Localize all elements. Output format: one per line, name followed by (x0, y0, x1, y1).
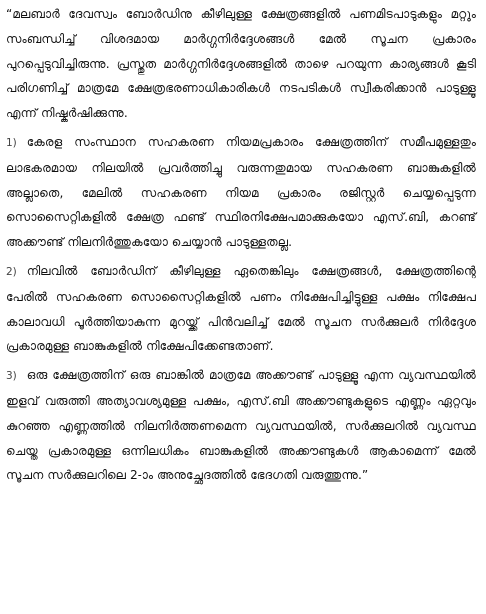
intro-paragraph: “മലബാർ ദേവസ്വം ബോർഡിനു കീഴിലുള്ള ക്ഷേത്രങ്ങളിൽ പണമിടപാടുകളും മറ്റും സംബന്ധിച്ച് വിശദമായ മാർഗ്ഗനിർദ്ദേശങ്ങൾ മേൽ സൂചന പ്രകാരം പുറപ്പെടുവിച്ചിരുന്നു. പ്രസ്തുത മാർഗ്ഗനിർദ്ദേശങ്ങളിൽ താഴെ പറയുന്ന കാര്യങ്ങൾ കൂടി പരിഗണിച്ച് മാത്രമേ ക്ഷേത്രഭരണാധികാരികൾ നടപടികൾ സ്വീകരിക്കാൻ പാടുള്ളൂ എന്ന് നിഷ്കർഷിക്കുന്നു. (6, 7, 476, 121)
document-body (6, 2, 476, 492)
item-number: 2) (6, 265, 17, 278)
item-text: നിലവിൽ ബോർഡിന് കീഴിലുള്ള ഏതെങ്കിലും ക്ഷേത്രങ്ങൾ, ക്ഷേത്രത്തിന്റെ പേരിൽ സഹകരണ സൊസൈറ്റികളിൽ പണം നിക്ഷേപിച്ചിട്ടുള്ള പക്ഷം നിക്ഷേപ കാലാവധി പൂർത്തിയാകുന്ന മുറയ്ക്ക് പിൻവലിച്ച് മേൽ സൂചന സർക്കുലർ നിർദ്ദേശ പ്രകാരമുള്ള ബാങ്കുകളിൽ നിക്ഷേപിക്കേണ്ടതാണ്. (6, 263, 476, 354)
list-item (6, 363, 476, 488)
item-text: കേരള സംസ്ഥാന സഹകരണ നിയമപ്രകാരം ക്ഷേത്രത്തിന് സമീപമുള്ളതും ലാഭകരമായ നിലയിൽ പ്രവർത്തിച്ചു വരുന്നതുമായ സഹകരണ ബാങ്കുകളിൽ അല്ലാതെ, മേലിൽ സഹകരണ നിയമ പ്രകാരം രജിസ്റ്റർ ചെയ്യപ്പെടുന്ന സൊസൈറ്റികളിൽ ക്ഷേത്ര ഫണ്ട് സ്ഥിരനിക്ഷേപമാക്കുകയോ എസ്.ബി, കറണ്ട് അക്കൗണ്ട് നിലനിർത്തുകയോ ചെയ്യാൻ പാടുള്ളതല്ല. (6, 134, 476, 250)
item-number: 1) (6, 136, 17, 149)
list-item (6, 259, 476, 359)
item-number: 3) (6, 370, 17, 383)
list-item (6, 130, 476, 255)
item-text: ഒരു ക്ഷേത്രത്തിന് ഒരു ബാങ്കിൽ മാത്രമേ അക്കൗണ്ട് പാടുള്ളൂ എന്ന വ്യവസ്ഥയിൽ ഇളവ് വരുത്തി അത്യാവശ്യമുള്ള പക്ഷം, എസ്.ബി അക്കൗണ്ടുകളുടെ എണ്ണം ഏറ്റവും കുറഞ്ഞ എണ്ണത്തിൽ നിലനിർത്തണമെന്ന വ്യവസ്ഥയിൽ, സർക്കുലറിൽ വ്യവസ്ഥ ചെയ്ത പ്രകാരമുള്ള ഒന്നിലധികം ബാങ്കുകളിൽ അക്കൗണ്ടുകൾ ആകാമെന്ന് മേൽ സൂചന സർക്കുലറിലെ 2-ാം അനുച്ഛേദത്തിൽ ഭേദഗതി വരുത്തുന്നു.” (6, 368, 476, 483)
